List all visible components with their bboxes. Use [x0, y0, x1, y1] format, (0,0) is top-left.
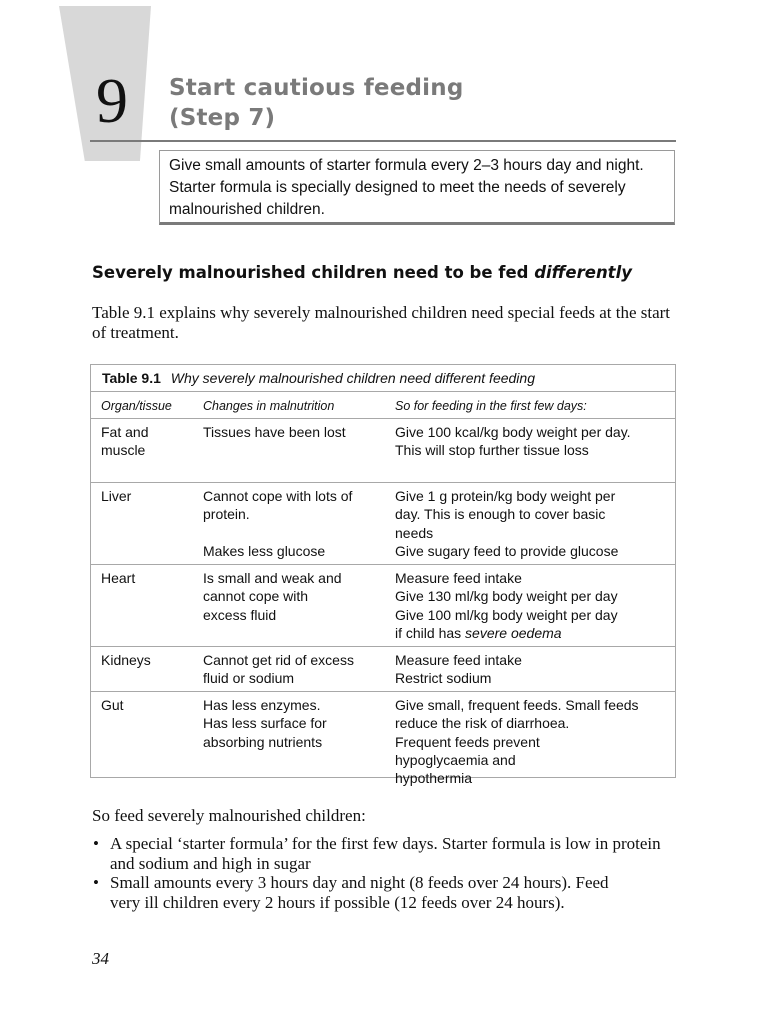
summary-box	[159, 150, 675, 225]
changes-line: Has less surface for absorbing nutrients	[203, 715, 327, 750]
changes-line: Has less enzymes.	[203, 697, 321, 713]
column-header-changes: Changes in malnutrition	[203, 399, 335, 413]
feeding-cell	[395, 487, 640, 560]
bullet-icon: •	[93, 834, 99, 853]
bullet-item	[92, 834, 682, 873]
chapter-title	[169, 73, 464, 133]
feeding-line: Give small, frequent feeds. Small feeds reduce the risk of diarrhoea.	[395, 697, 639, 732]
title-divider	[90, 140, 676, 142]
feeding-line: Measure feed intake	[395, 652, 522, 668]
bullet-item	[92, 873, 682, 912]
table-row	[91, 647, 675, 692]
feeding-line: Give 1 g protein/kg body weight per day. This is enough to cover basic needs	[395, 488, 616, 541]
changes-cell: Cannot get rid of excess fluid or sodium	[203, 652, 354, 687]
bullet-text: Small amounts every 3 hours day and night (8 feeds over 24 hours). Feed very ill children every 2 hours if possible (12 feeds over 24 hours).	[110, 873, 609, 912]
column-header-organ: Organ/tissue	[101, 399, 172, 413]
chapter-number: 9	[96, 65, 128, 136]
feeding-line: Give 100 ml/kg body weight per day	[395, 606, 618, 623]
feeding-line: Measure feed intake	[395, 570, 522, 586]
feeding-table	[90, 364, 676, 787]
section-heading-emphasis: differently	[534, 263, 632, 282]
outro-lead: So feed severely malnourished children:	[92, 806, 366, 825]
changes-cell	[203, 487, 353, 560]
page-number: 34	[92, 949, 109, 968]
feeding-cell	[395, 651, 665, 688]
chapter-title-line1: Start cautious feeding	[169, 75, 464, 101]
table-header-row	[91, 392, 675, 419]
table-caption-number: Table 9.1	[102, 370, 161, 386]
bullet-text: A special ‘starter formula’ for the first few days. Starter formula is low in protein and sodium and high in sugar	[110, 834, 661, 873]
feeding-cell: Give 100 kcal/kg body weight per day. This will stop further tissue loss	[395, 424, 631, 459]
organ-cell: Kidneys	[101, 652, 151, 668]
changes-cell	[203, 696, 353, 751]
changes-cell: Is small and weak and cannot cope with excess fluid	[203, 570, 342, 623]
changes-cell: Tissues have been lost	[203, 424, 346, 440]
feeding-emphasis: severe oedema	[465, 624, 562, 641]
feeding-line	[395, 624, 665, 642]
bullet-icon: •	[93, 873, 99, 892]
section-heading	[92, 262, 632, 284]
organ-cell: Heart	[101, 570, 136, 586]
feeding-cell	[395, 696, 645, 787]
table-row	[91, 692, 675, 787]
feeding-cell	[395, 569, 665, 642]
chapter-title-line2: (Step 7)	[169, 105, 276, 131]
organ-cell: Gut	[101, 697, 124, 713]
table-row	[91, 419, 675, 483]
feeding-line: Give 130 ml/kg body weight per day	[395, 588, 618, 605]
table-caption	[91, 365, 675, 392]
feeding-bullet-list	[92, 834, 682, 912]
intro-paragraph: Table 9.1 explains why severely malnourished children need special feeds at the start of treatment.	[92, 303, 671, 342]
feeding-line: Restrict sodium	[395, 670, 492, 687]
changes-line: Makes less glucose	[203, 542, 326, 559]
feeding-line: Give sugary feed to provide glucose	[395, 542, 619, 559]
section-heading-text: Severely malnourished children need to be fed	[92, 263, 535, 282]
changes-line: Cannot cope with lots of protein.	[203, 488, 353, 523]
feeding-text: if child has	[395, 624, 466, 641]
table-row	[91, 483, 675, 565]
organ-cell: Liver	[101, 488, 132, 504]
summary-text: Give small amounts of starter formula every 2–3 hours day and night. Starter formula is specially designed to meet the needs of severely malnourished children.	[169, 157, 644, 218]
feeding-line: Frequent feeds prevent hypoglycaemia and hypothermia	[395, 733, 540, 787]
table-row	[91, 565, 675, 647]
organ-cell: Fat and muscle	[101, 424, 149, 459]
table-caption-text: Why severely malnourished children need different feeding	[170, 370, 535, 386]
column-header-feeding: So for feeding in the first few days:	[395, 399, 587, 413]
